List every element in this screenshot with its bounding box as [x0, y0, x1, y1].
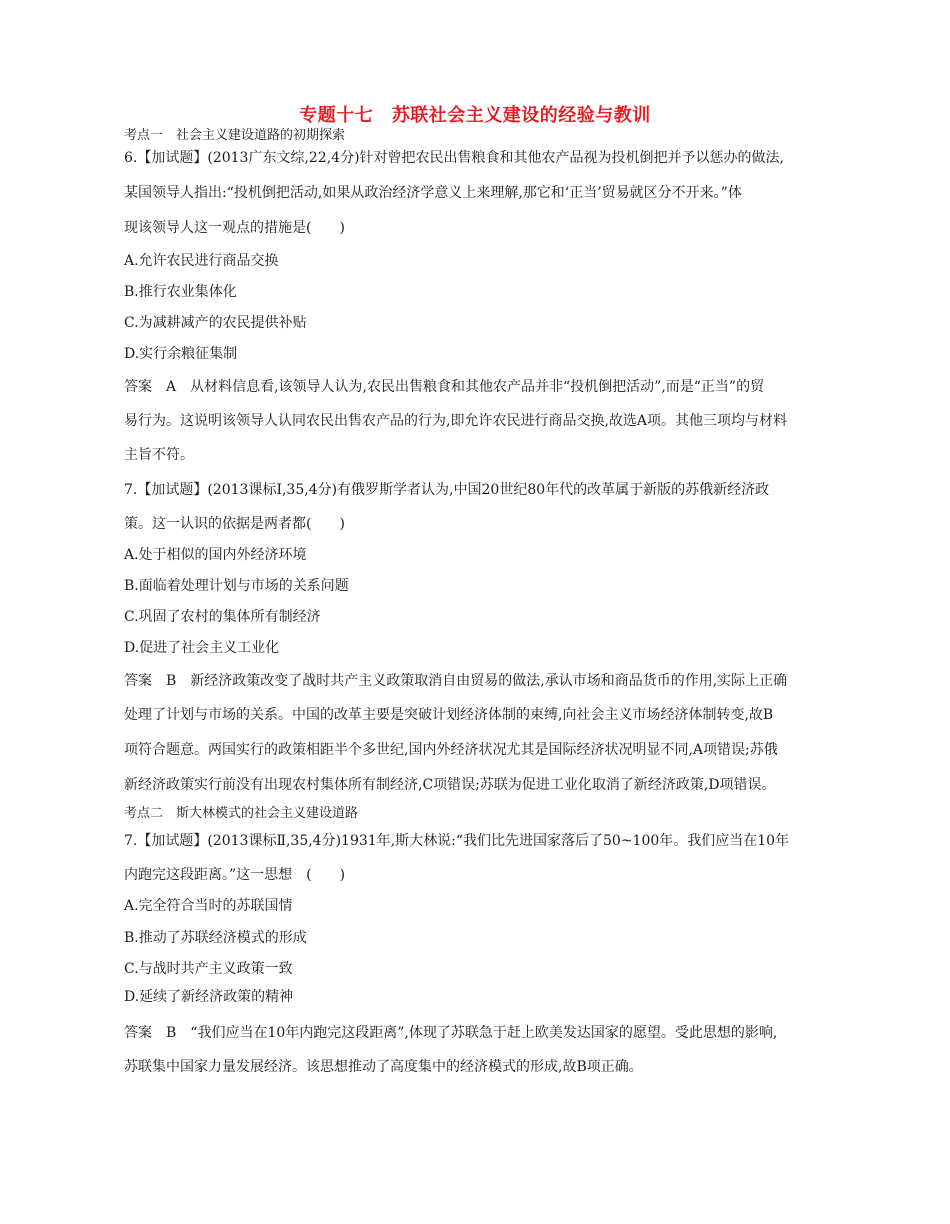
page-title: 专题十七 苏联社会主义建设的经验与教训 [299, 105, 651, 126]
option-text: A.允许农民进行商品交换 [124, 253, 279, 269]
question-text: 策。这一认识的依据是两者都( ) [124, 516, 345, 532]
question-text: 某国领导人指出:“投机倒把活动,如果从政治经济学意义上来理解,那它和‘正当’贸易就区分不开来。”体 [124, 185, 742, 201]
answer-text: 易行为。这说明该领导人认同农民出售农产品的行为,即允许农民进行商品交换,故选A项。其他三项均与材料 [124, 413, 788, 429]
answer-text: 处理了计划与市场的关系。中国的改革主要是突破计划经济体制的束缚,向社会主义市场经济体制转变,故B [124, 707, 774, 723]
option-text: A.处于相似的国内外经济环境 [124, 547, 307, 563]
option-text: C.为减耕减产的农民提供补贴 [124, 315, 307, 331]
option-text: C.巩固了农村的集体所有制经济 [124, 609, 321, 625]
answer-text: 新经济政策实行前没有出现农村集体所有制经济,C项错误;苏联为促进工业化取消了新经济政策,D项错误。 [124, 777, 776, 793]
option-text: D.实行余粮征集制 [124, 346, 238, 362]
answer-text: 苏联集中国家力量发展经济。该思想推动了高度集中的经济模式的形成,故B项正确。 [124, 1059, 643, 1075]
question-text: 现该领导人这一观点的措施是( ) [124, 220, 345, 236]
question-text: 内跑完这段距离。”这一思想 ( ) [124, 867, 346, 883]
question-text: 6.【加试题】(2013广东文综,22,4分)针对曾把农民出售粮食和其他农产品视为投机倒把并予以惩办的做法, [124, 150, 784, 166]
section-heading: 考点一 社会主义建设道路的初期探索 [124, 128, 346, 143]
question-text: 7.【加试题】(2013课标Ⅱ,35,4分)1931年,斯大林说:“我们比先进国家落后了50~100年。我们应当在10年 [124, 833, 790, 849]
option-text: A.完全符合当时的苏联国情 [124, 898, 293, 914]
option-text: C.与战时共产主义政策一致 [124, 961, 293, 977]
option-text: D.促进了社会主义工业化 [124, 640, 280, 656]
option-text: B.推动了苏联经济模式的形成 [124, 930, 307, 946]
section-heading: 考点二 斯大林模式的社会主义建设道路 [124, 806, 359, 821]
answer-text: 项符合题意。两国实行的政策相距半个多世纪,国内外经济状况尤其是国际经济状况明显不同,A项错误;苏俄 [124, 742, 778, 758]
question-text: 7.【加试题】(2013课标Ⅰ,35,4分)有俄罗斯学者认为,中国20世纪80年代的改革属于新版的苏俄新经济政 [124, 482, 770, 498]
answer-text: 主旨不符。 [124, 447, 194, 463]
answer-text: 答案 A 从材料信息看,该领导人认为,农民出售粮食和其他农产品并非“投机倒把活动”,而是“正当”的贸 [124, 379, 765, 395]
answer-text: 答案 B “我们应当在10年内跑完这段距离”,体现了苏联急于赶上欧美发达国家的愿望。受此思想的影响, [124, 1025, 778, 1041]
answer-text: 答案 B 新经济政策改变了战时共产主义政策取消自由贸易的做法,承认市场和商品货币的作用,实际上正确 [124, 673, 788, 689]
option-text: B.面临着处理计划与市场的关系问题 [124, 578, 349, 594]
option-text: D.延续了新经济政策的精神 [124, 989, 294, 1005]
option-text: B.推行农业集体化 [124, 284, 237, 300]
